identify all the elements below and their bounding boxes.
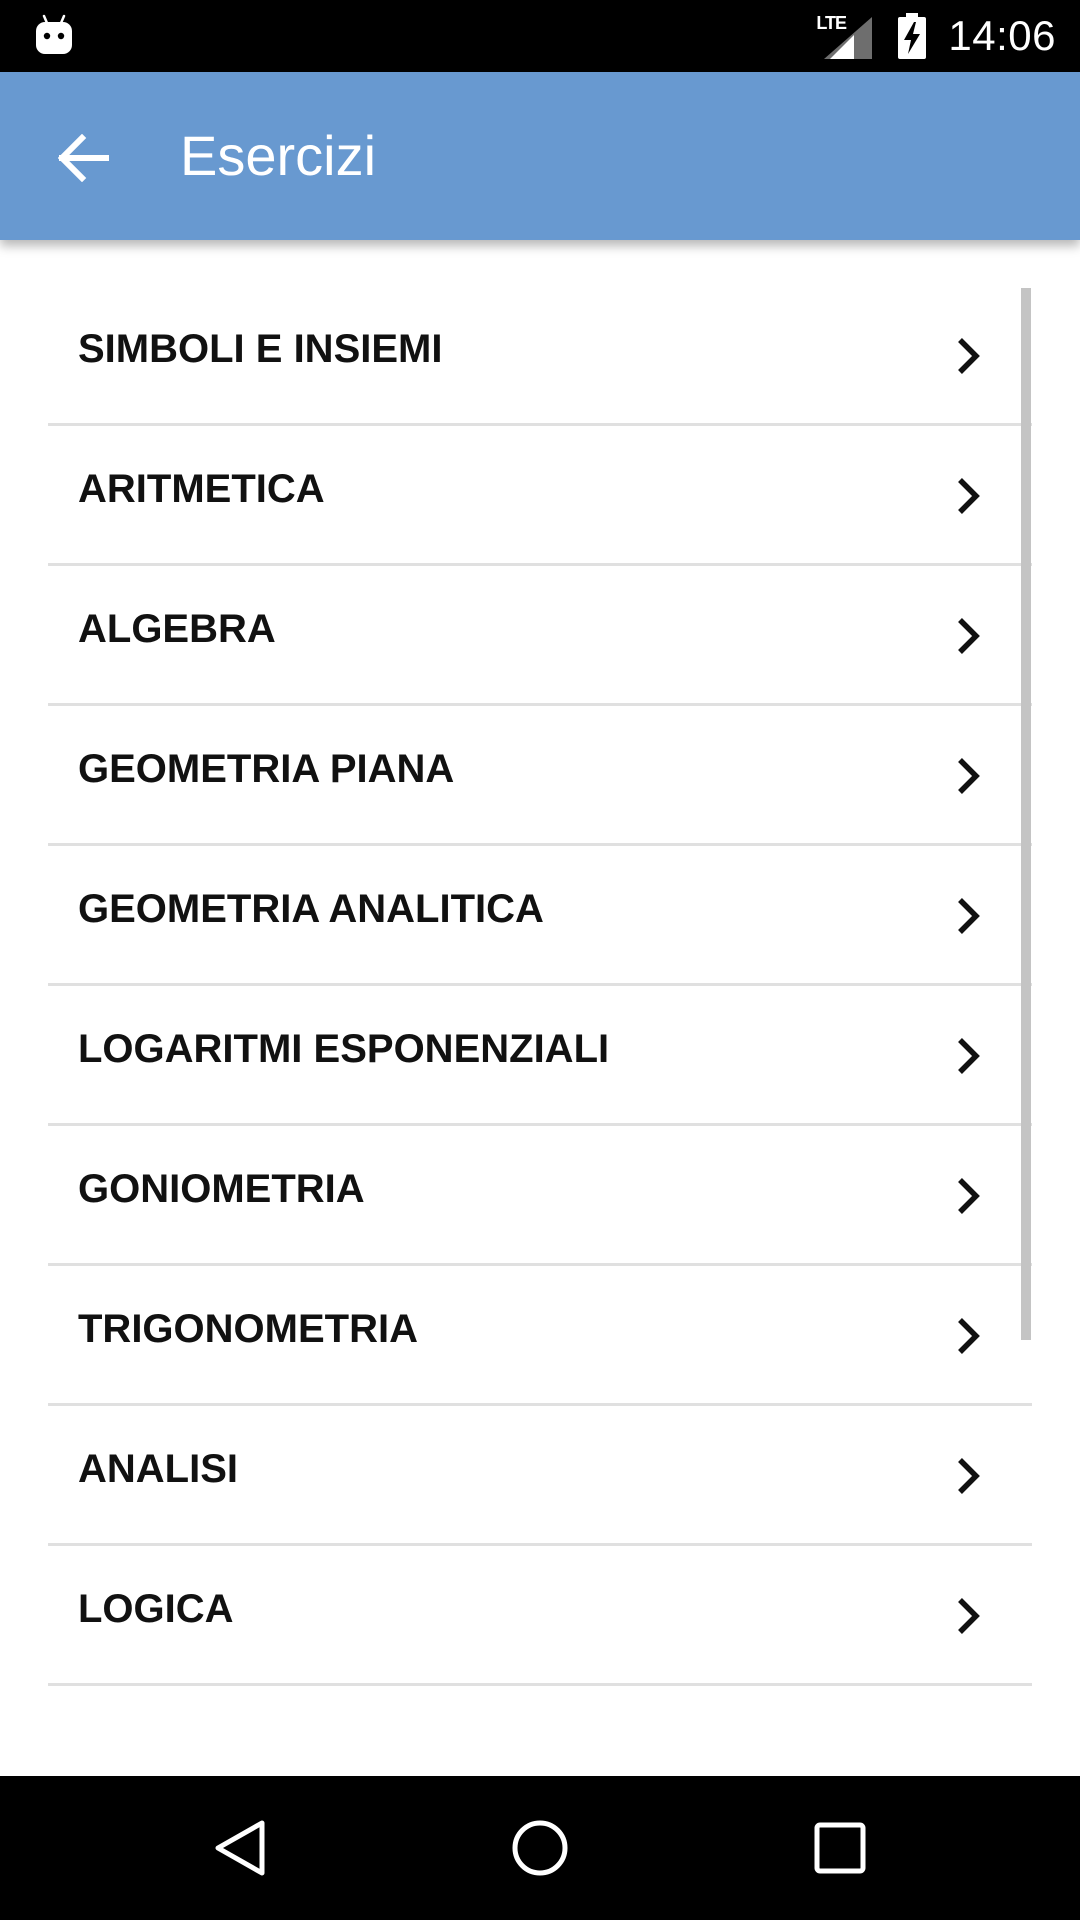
list-item-algebra[interactable]: [48, 566, 1032, 706]
chevron-right-icon: [954, 1454, 984, 1498]
list-item-label: GONIOMETRIA: [78, 1167, 365, 1211]
chevron-right-icon: [954, 614, 984, 658]
page-title: Esercizi: [180, 124, 377, 187]
chevron-right-icon: [954, 1034, 984, 1078]
status-bar: [0, 0, 1080, 72]
battery-charging-icon: [898, 13, 926, 59]
chevron-right-icon: [954, 894, 984, 938]
chevron-right-icon: [954, 1174, 984, 1218]
status-icons: [816, 0, 1056, 72]
list-item-label: ANALISI: [78, 1447, 238, 1491]
category-list: [48, 286, 1032, 1686]
scrollbar-thumb[interactable]: [1021, 288, 1031, 1340]
list-item-aritmetica[interactable]: [48, 426, 1032, 566]
list-item-goniometria[interactable]: [48, 1126, 1032, 1266]
android-robot-icon: [34, 14, 74, 56]
list-item-logica[interactable]: [48, 1546, 1032, 1686]
list-item-analisi[interactable]: [48, 1406, 1032, 1546]
list-item-label: LOGARITMI ESPONENZIALI: [78, 1027, 610, 1071]
nav-recents-button[interactable]: [790, 1798, 890, 1898]
nav-home-button[interactable]: [490, 1798, 590, 1898]
list-item-label: GEOMETRIA PIANA: [78, 747, 455, 791]
arrow-left-icon: [58, 134, 110, 182]
list-item-label: SIMBOLI E INSIEMI: [78, 327, 443, 371]
cell-signal-icon: [816, 13, 872, 59]
list-item-geometria-analitica[interactable]: [48, 846, 1032, 986]
chevron-right-icon: [954, 334, 984, 378]
list-item-geometria-piana[interactable]: [48, 706, 1032, 846]
network-type-label: LTE: [816, 13, 847, 33]
circle-home-icon: [510, 1818, 570, 1878]
list-item-simboli-e-insiemi[interactable]: [48, 286, 1032, 426]
list-item-label: LOGICA: [78, 1587, 234, 1631]
status-clock: 14:06: [948, 12, 1056, 59]
nav-back-button[interactable]: [190, 1798, 290, 1898]
chevron-right-icon: [954, 1314, 984, 1358]
chevron-right-icon: [954, 754, 984, 798]
list-item-label: GEOMETRIA ANALITICA: [78, 887, 544, 931]
app-bar: [0, 72, 1080, 240]
chevron-right-icon: [954, 1594, 984, 1638]
navigation-bar: [0, 1776, 1080, 1920]
square-recents-icon: [812, 1820, 868, 1876]
chevron-right-icon: [954, 474, 984, 518]
list-item-label: ARITMETICA: [78, 467, 325, 511]
back-button[interactable]: [42, 116, 126, 200]
triangle-back-icon: [212, 1818, 268, 1878]
list-item-label: TRIGONOMETRIA: [78, 1307, 418, 1351]
list-item-trigonometria[interactable]: [48, 1266, 1032, 1406]
list-item-label: ALGEBRA: [78, 607, 276, 651]
list-item-logaritmi-esponenziali[interactable]: [48, 986, 1032, 1126]
